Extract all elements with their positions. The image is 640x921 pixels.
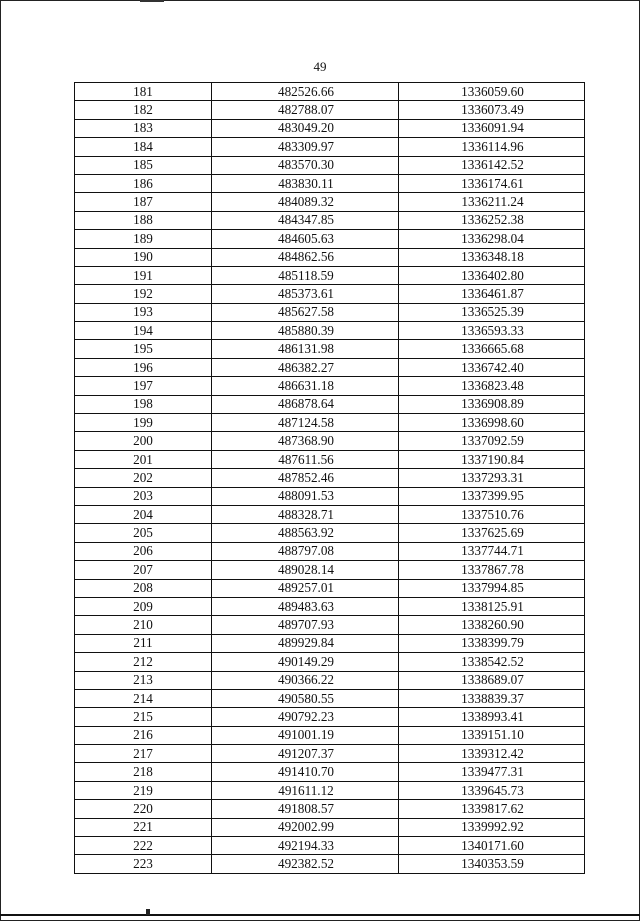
y-coordinate-cell: 1338689.07 [399,671,585,689]
point-number-cell: 183 [75,119,212,137]
y-coordinate-cell: 1336059.60 [399,83,585,101]
table-row [75,818,585,836]
table-row [75,745,585,763]
point-number-cell: 211 [75,634,212,652]
point-number-cell: 209 [75,597,212,615]
table-row [75,726,585,744]
y-coordinate-cell: 1336461.87 [399,285,585,303]
table-row [75,156,585,174]
y-coordinate-cell: 1339312.42 [399,745,585,763]
x-coordinate-cell: 488091.53 [212,487,399,505]
table-row [75,248,585,266]
y-coordinate-cell: 1339817.62 [399,800,585,818]
page-number: 49 [313,59,327,74]
scan-mark-top [140,0,164,2]
x-coordinate-cell: 487611.56 [212,450,399,468]
y-coordinate-cell: 1338399.79 [399,634,585,652]
x-coordinate-cell: 485118.59 [212,266,399,284]
table-row [75,763,585,781]
y-coordinate-cell: 1336998.60 [399,414,585,432]
y-coordinate-cell: 1339992.92 [399,818,585,836]
y-coordinate-cell: 1339151.10 [399,726,585,744]
x-coordinate-cell: 486131.98 [212,340,399,358]
table-row [75,542,585,560]
x-coordinate-cell: 492002.99 [212,818,399,836]
point-number-cell: 204 [75,505,212,523]
table-row [75,193,585,211]
point-number-cell: 203 [75,487,212,505]
table-row [75,579,585,597]
y-coordinate-cell: 1336525.39 [399,303,585,321]
y-coordinate-cell: 1336174.61 [399,174,585,192]
y-coordinate-cell: 1339477.31 [399,763,585,781]
scan-mark-bottom [146,909,150,915]
x-coordinate-cell: 490792.23 [212,708,399,726]
point-number-cell: 220 [75,800,212,818]
x-coordinate-cell: 482526.66 [212,83,399,101]
table-row [75,138,585,156]
table-row [75,800,585,818]
x-coordinate-cell: 492194.33 [212,837,399,855]
table-row [75,855,585,873]
x-coordinate-cell: 483570.30 [212,156,399,174]
point-number-cell: 213 [75,671,212,689]
x-coordinate-cell: 491808.57 [212,800,399,818]
table-row [75,119,585,137]
table-row [75,377,585,395]
x-coordinate-cell: 484089.32 [212,193,399,211]
point-number-cell: 207 [75,561,212,579]
x-coordinate-cell: 488328.71 [212,505,399,523]
point-number-cell: 195 [75,340,212,358]
x-coordinate-cell: 485880.39 [212,322,399,340]
y-coordinate-cell: 1340171.60 [399,837,585,855]
x-coordinate-cell: 488797.08 [212,542,399,560]
point-number-cell: 210 [75,616,212,634]
x-coordinate-cell: 483830.11 [212,174,399,192]
x-coordinate-cell: 489257.01 [212,579,399,597]
y-coordinate-cell: 1338542.52 [399,653,585,671]
x-coordinate-cell: 484862.56 [212,248,399,266]
x-coordinate-cell: 486878.64 [212,395,399,413]
y-coordinate-cell: 1336402.80 [399,266,585,284]
table-row [75,322,585,340]
y-coordinate-cell: 1337994.85 [399,579,585,597]
x-coordinate-cell: 486631.18 [212,377,399,395]
point-number-cell: 206 [75,542,212,560]
y-coordinate-cell: 1337867.78 [399,561,585,579]
point-number-cell: 191 [75,266,212,284]
table-row [75,432,585,450]
x-coordinate-cell: 487852.46 [212,469,399,487]
point-number-cell: 208 [75,579,212,597]
y-coordinate-cell: 1336298.04 [399,230,585,248]
x-coordinate-cell: 486382.27 [212,358,399,376]
y-coordinate-cell: 1338839.37 [399,689,585,707]
table-row [75,634,585,652]
table-row [75,450,585,468]
point-number-cell: 198 [75,395,212,413]
point-number-cell: 186 [75,174,212,192]
table-row [75,83,585,101]
point-number-cell: 223 [75,855,212,873]
x-coordinate-cell: 490580.55 [212,689,399,707]
point-number-cell: 181 [75,83,212,101]
table-row [75,174,585,192]
bottom-rule [0,914,640,916]
x-coordinate-cell: 490149.29 [212,653,399,671]
table-row [75,358,585,376]
x-coordinate-cell: 491001.19 [212,726,399,744]
point-number-cell: 188 [75,211,212,229]
table-row [75,285,585,303]
point-number-cell: 190 [75,248,212,266]
y-coordinate-cell: 1337399.95 [399,487,585,505]
point-number-cell: 197 [75,377,212,395]
point-number-cell: 219 [75,781,212,799]
coordinates-table-body [75,83,585,874]
x-coordinate-cell: 489028.14 [212,561,399,579]
y-coordinate-cell: 1336908.89 [399,395,585,413]
table-row [75,266,585,284]
point-number-cell: 194 [75,322,212,340]
y-coordinate-cell: 1337510.76 [399,505,585,523]
y-coordinate-cell: 1337625.69 [399,524,585,542]
table-row [75,781,585,799]
point-number-cell: 216 [75,726,212,744]
table-row [75,211,585,229]
point-number-cell: 222 [75,837,212,855]
y-coordinate-cell: 1337092.59 [399,432,585,450]
y-coordinate-cell: 1336348.18 [399,248,585,266]
table-row [75,653,585,671]
y-coordinate-cell: 1336593.33 [399,322,585,340]
table-row [75,524,585,542]
table-row [75,505,585,523]
table-row [75,101,585,119]
point-number-cell: 205 [75,524,212,542]
table-row [75,340,585,358]
y-coordinate-cell: 1339645.73 [399,781,585,799]
table-row [75,689,585,707]
y-coordinate-cell: 1340353.59 [399,855,585,873]
point-number-cell: 185 [75,156,212,174]
y-coordinate-cell: 1338260.90 [399,616,585,634]
point-number-cell: 187 [75,193,212,211]
y-coordinate-cell: 1336073.49 [399,101,585,119]
x-coordinate-cell: 484347.85 [212,211,399,229]
point-number-cell: 214 [75,689,212,707]
point-number-cell: 182 [75,101,212,119]
y-coordinate-cell: 1336211.24 [399,193,585,211]
table-row [75,414,585,432]
point-number-cell: 202 [75,469,212,487]
y-coordinate-cell: 1337293.31 [399,469,585,487]
point-number-cell: 217 [75,745,212,763]
table-row [75,708,585,726]
x-coordinate-cell: 490366.22 [212,671,399,689]
table-row [75,671,585,689]
y-coordinate-cell: 1336091.94 [399,119,585,137]
x-coordinate-cell: 488563.92 [212,524,399,542]
point-number-cell: 201 [75,450,212,468]
y-coordinate-cell: 1336114.96 [399,138,585,156]
y-coordinate-cell: 1336742.40 [399,358,585,376]
point-number-cell: 192 [75,285,212,303]
x-coordinate-cell: 491410.70 [212,763,399,781]
x-coordinate-cell: 487124.58 [212,414,399,432]
x-coordinate-cell: 485373.61 [212,285,399,303]
x-coordinate-cell: 492382.52 [212,855,399,873]
point-number-cell: 218 [75,763,212,781]
table-row [75,469,585,487]
y-coordinate-cell: 1336142.52 [399,156,585,174]
x-coordinate-cell: 485627.58 [212,303,399,321]
table-row [75,597,585,615]
y-coordinate-cell: 1338993.41 [399,708,585,726]
x-coordinate-cell: 483309.97 [212,138,399,156]
point-number-cell: 189 [75,230,212,248]
x-coordinate-cell: 489707.93 [212,616,399,634]
point-number-cell: 221 [75,818,212,836]
y-coordinate-cell: 1336252.38 [399,211,585,229]
table-row [75,616,585,634]
x-coordinate-cell: 491611.12 [212,781,399,799]
table-row [75,230,585,248]
table-row [75,561,585,579]
x-coordinate-cell: 489929.84 [212,634,399,652]
x-coordinate-cell: 491207.37 [212,745,399,763]
x-coordinate-cell: 483049.20 [212,119,399,137]
point-number-cell: 196 [75,358,212,376]
point-number-cell: 215 [75,708,212,726]
x-coordinate-cell: 484605.63 [212,230,399,248]
x-coordinate-cell: 487368.90 [212,432,399,450]
y-coordinate-cell: 1338125.91 [399,597,585,615]
coordinates-table [74,82,585,874]
y-coordinate-cell: 1337190.84 [399,450,585,468]
y-coordinate-cell: 1336823.48 [399,377,585,395]
x-coordinate-cell: 482788.07 [212,101,399,119]
table-row [75,487,585,505]
x-coordinate-cell: 489483.63 [212,597,399,615]
table-row [75,837,585,855]
point-number-cell: 184 [75,138,212,156]
table-row [75,303,585,321]
point-number-cell: 193 [75,303,212,321]
y-coordinate-cell: 1336665.68 [399,340,585,358]
table-row [75,395,585,413]
point-number-cell: 199 [75,414,212,432]
point-number-cell: 212 [75,653,212,671]
y-coordinate-cell: 1337744.71 [399,542,585,560]
point-number-cell: 200 [75,432,212,450]
